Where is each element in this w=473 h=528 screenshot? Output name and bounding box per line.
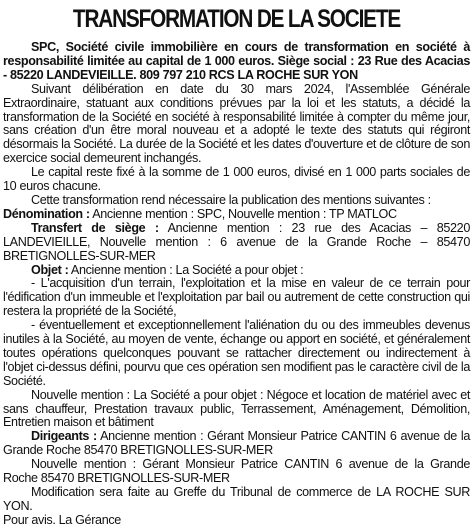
objet-item-2: - éventuellement et exceptionnellement l'aliénation du ou des immeubles devenus inutiles à la Société, au moyen de vente, échange ou apport en société, et généralement toutes opérations quelconques pouvant se rattacher directement ou indirectement à l'objet ci-dessus défini, pourvu que ces opération sen modifient pas le caractère civil de la Société. xyxy=(3,318,470,388)
signature: Pour avis. La Gérance xyxy=(3,512,121,527)
paragraph-deliberation: Suivant délibération en date du 30 mars 2024, l'Assemblée Générale Extraordinaire, statuant aux conditions prévues par la loi et les statuts, a décidé la transformation de la Société en société à responsabilité limitée à compter du même jour, sans création d'un être moral nouveau et a adopté le texte des statuts qui régiront désormais la Société. La durée de la Société et les dates d'ouverture et de clôture de son exercice social demeurent inchangés. xyxy=(3,81,470,166)
paragraph-capital: Le capital reste fixé à la somme de 1 000 euros, divisé en 1 000 parts sociales de 10 euros chacune. xyxy=(3,165,470,194)
transfert-entry xyxy=(3,222,470,264)
objet-text: Ancienne mention : La Société a pour objet : xyxy=(68,262,304,277)
modification-text: Modification sera faite au Greffe du Tribunal de commerce de LA ROCHE SUR YON. xyxy=(3,485,470,513)
dirigeants-text: Ancienne mention : Gérant Monsieur Patrice CANTIN 6 avenue de la Grande Roche 85470 BRETIGNOLLES-SUR-MER xyxy=(3,429,470,458)
transfert-text: Ancienne mention : 23 rue des Acacias – 85220 LANDEVIEILLE, Nouvelle mention : 6 avenue de la Grande Roche – 85470 BRETIGNOLLES-SUR-MER xyxy=(3,220,470,263)
denomination-label: Dénomination : xyxy=(3,206,90,221)
objet-nouvelle: Nouvelle mention : La Société a pour objet : Négoce et location de matériel avec et sans chauffeur, Prestation travaux public, Terrassement, Aménagement, Démolition, Entretien maison et bâtiment xyxy=(3,387,470,430)
notice-title: TRANSFORMATION DE LA SOCIETE xyxy=(72,5,401,33)
denomination-entry xyxy=(3,208,470,222)
objet-entry xyxy=(3,264,470,278)
objet-label: Objet : xyxy=(31,262,69,277)
company-header: SPC, Société civile immobilière en cours de transformation en société à responsabilité limitée au capital de 1 000 euros. Siège social : 23 Rue des Acacias - 85220 LANDEVIEILLE. 809 797 210 RCS LA ROCHE SUR YON xyxy=(3,40,470,82)
dirigeants-entry xyxy=(3,430,470,458)
objet-item-1: - L'acquisition d'un terrain, l'exploitation et la mise en valeur de ce terrain pour l'édification d'un immeuble et l'exploitation par bail ou autrement de cette construction qui restera la propriété de la Société, xyxy=(3,276,470,319)
denomination-text: Ancienne mention : SPC, Nouvelle mention : TP MATLOC xyxy=(89,206,397,221)
transfert-label: Transfert de siège : xyxy=(31,220,159,235)
dirigeants-label: Dirigeants : xyxy=(31,429,97,444)
paragraph-publication: Cette transformation rend nécessaire la publication des mentions suivantes : xyxy=(31,192,431,207)
dirigeants-nouvelle: Nouvelle mention : Gérant Monsieur Patrice CANTIN 6 avenue de la Grande Roche 85470 BRETIGNOLLES-SUR-MER xyxy=(3,457,470,486)
